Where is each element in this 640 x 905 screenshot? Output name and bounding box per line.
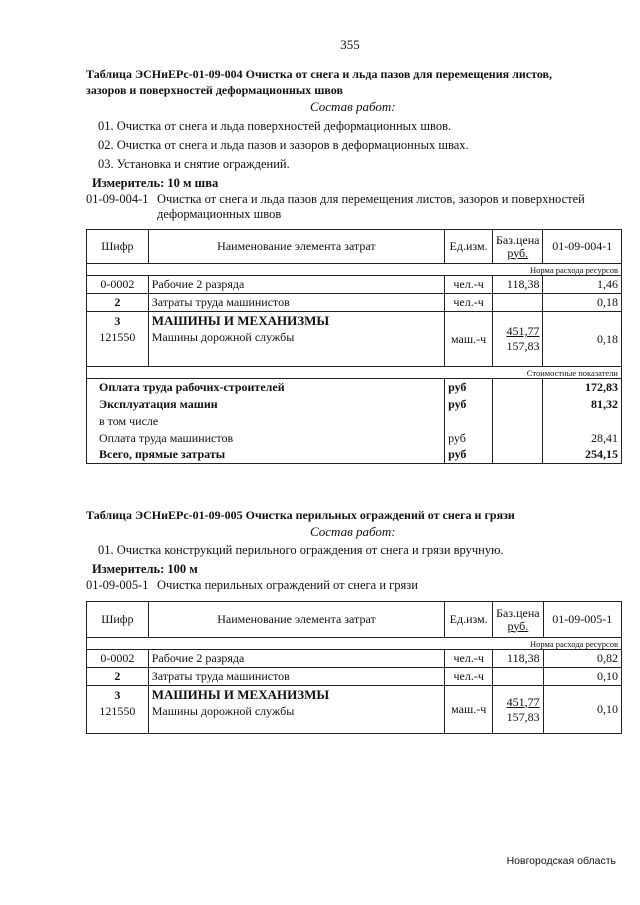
norm-label: Норма расхода ресурсов [87,264,622,276]
section2-code: 01-09-005-1 [86,578,149,592]
header-unit: Ед.изм. [445,230,493,264]
section1-work-item: 01. Очистка от снега и льда поверхностей деформационных швов. [98,119,452,133]
header-price: Баз.цена руб. [493,602,543,638]
table-row: Эксплуатация машин руб 81,32 [87,396,622,413]
table-row: Всего, прямые затраты руб 254,15 [87,447,622,464]
table-row: 0-0002 Рабочие 2 разряда чел.-ч 118,38 1,46 [87,276,622,294]
table-header-row [87,230,622,264]
header-norm: 01-09-005-1 [543,602,621,638]
header-unit: Ед.изм. [445,602,493,638]
header-code: Шифр [87,602,149,638]
section1-measure: Измеритель: 10 м шва [92,176,219,190]
section1-title-line1: Таблица ЭСНиЕРс-01-09-004 Очистка от снега и льда пазов для перемещения листов, [86,67,553,81]
table-row: Оплата труда машинистов руб 28,41 [87,430,622,447]
section1-title-line2: зазоров и поверхностей деформационных швов [86,83,343,97]
table-row: 3 121550 МАШИНЫ И МЕХАНИЗМЫ Машины дорожной службы маш.-ч 451,77 157,83 0,18 [87,312,622,367]
section1-code: 01-09-004-1 [86,192,149,206]
header-price: Баз.цена руб. [493,230,543,264]
section2-works-heading: Состав работ: [310,524,396,539]
table-row: Оплата труда рабочих-строителей руб 172,83 [87,379,622,396]
norm-label: Норма расхода ресурсов [87,638,622,650]
header-name: Наименование элемента затрат [148,602,444,638]
table-row: в том числе [87,413,622,430]
table-header-row [87,602,622,638]
section1-work-item: 02. Очистка от снега и льда пазов и зазоров в деформационных швах. [98,138,469,152]
section1-work-item: 03. Установка и снятие ограждений. [98,157,290,171]
section1-cost-table [86,229,622,464]
table-row: 2 Затраты труда машинистов чел.-ч 0,10 [87,668,622,686]
cost-label: Стоимостные показатели [87,367,622,379]
table-row: 0-0002 Рабочие 2 разряда чел.-ч 118,38 0,82 [87,650,622,668]
section2-work-item: 01. Очистка конструкций перильного ограждения от снега и грязи вручную. [98,543,504,557]
header-code: Шифр [87,230,149,264]
table-row: 2 Затраты труда машинистов чел.-ч 0,18 [87,294,622,312]
table-row: 3 121550 МАШИНЫ И МЕХАНИЗМЫ Машины дорожной службы маш.-ч 451,77 157,83 0,10 [87,686,622,734]
section2-measure: Измеритель: 100 м [92,562,198,576]
header-name: Наименование элемента затрат [148,230,444,264]
section2-cost-table [86,601,622,734]
footer-region: Новгородская область [506,855,616,867]
header-norm: 01-09-004-1 [543,230,622,264]
section1-desc-line2: деформационных швов [157,207,282,221]
section1-desc-line1: Очистка от снега и льда пазов для перемещения листов, зазоров и поверхностей [157,192,585,206]
section2-title: Таблица ЭСНиЕРс-01-09-005 Очистка перильных ограждений от снега и грязи [86,508,515,522]
section2-desc-line1: Очистка перильных ограждений от снега и грязи [157,578,418,592]
section1-works-heading: Состав работ: [310,99,396,114]
page-number: 355 [340,37,360,52]
